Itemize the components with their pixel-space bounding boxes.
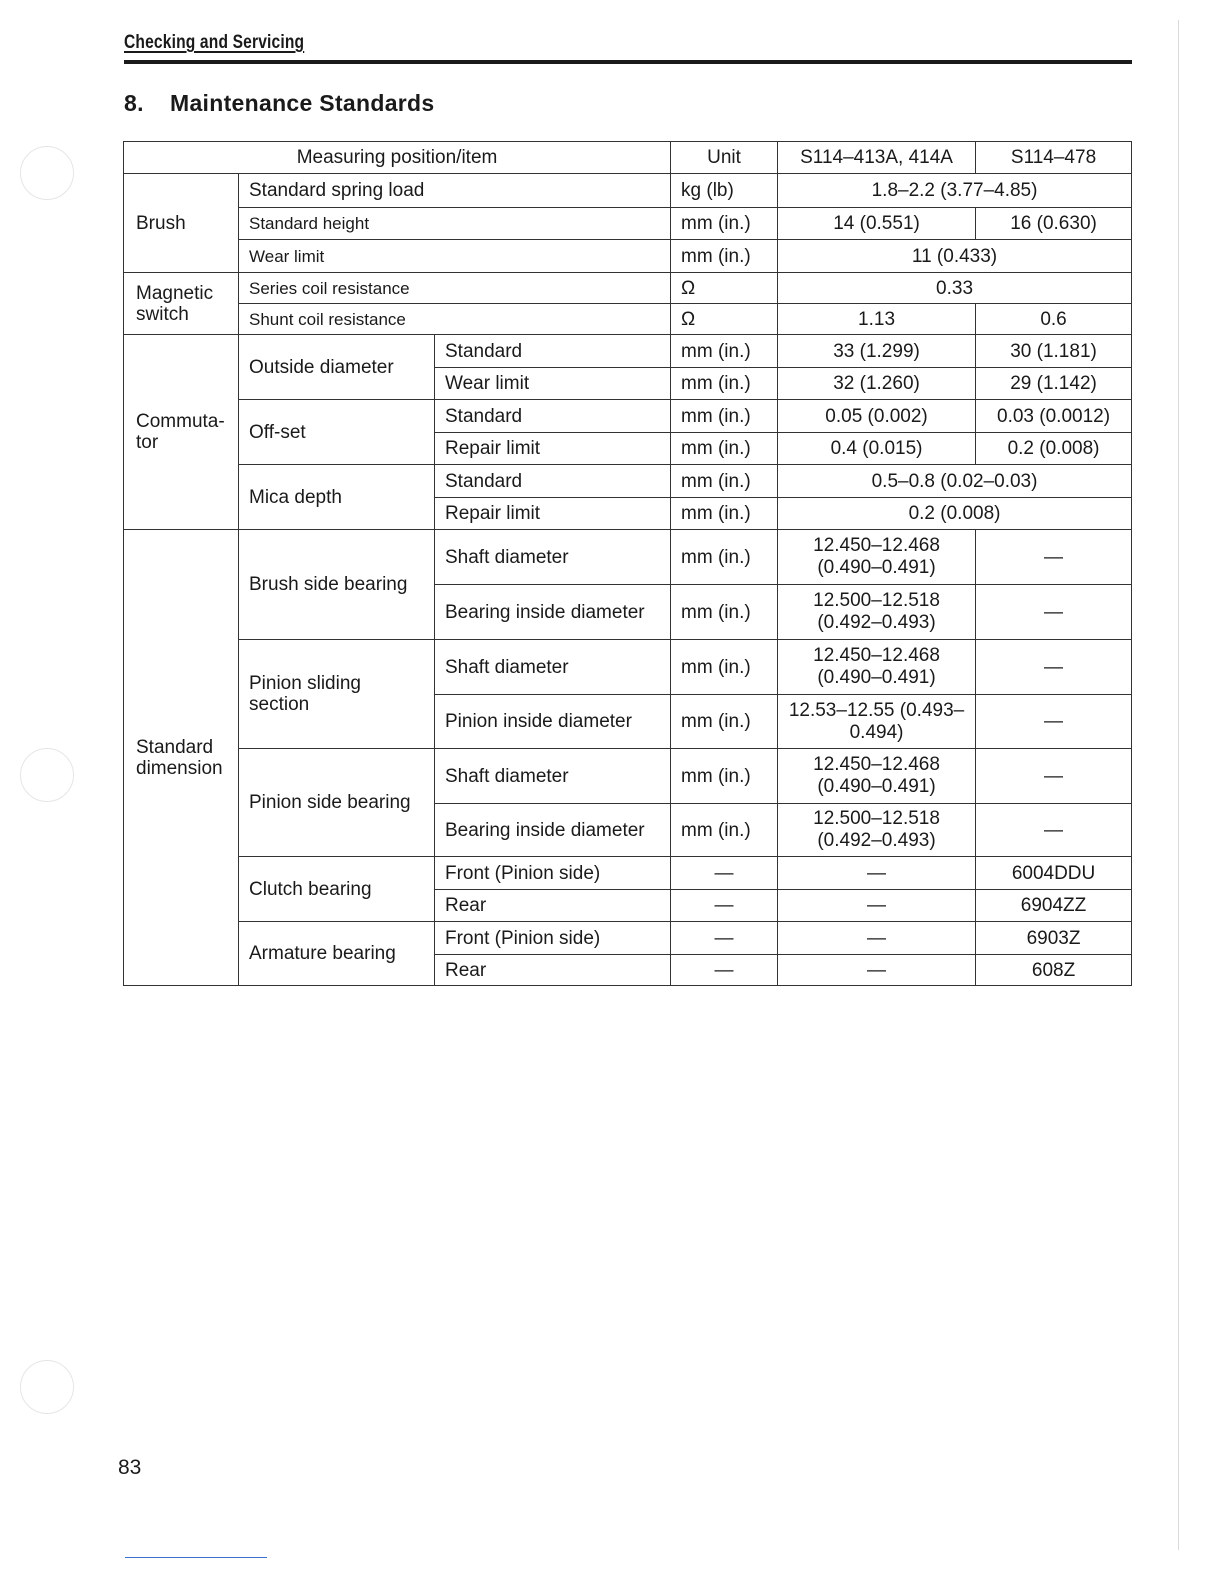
subgroup-pinion-side-bearing: Pinion side bearing [239, 749, 435, 857]
row-value-a: 12.500–12.518 (0.492–0.493) [778, 804, 976, 857]
col-header-model-b: S114–478 [976, 142, 1132, 174]
page-title [124, 90, 434, 117]
scan-edge [1178, 20, 1179, 1550]
row-value-b: 29 (1.142) [976, 368, 1132, 400]
table-row [124, 273, 1132, 304]
title-text: Maintenance Standards [170, 90, 435, 116]
subgroup-outside-diameter: Outside diameter [239, 335, 435, 400]
row-value-b: — [976, 585, 1132, 640]
row-value-b: — [976, 640, 1132, 695]
row-value-b: 0.03 (0.0012) [976, 400, 1132, 433]
row-unit: mm (in.) [671, 368, 778, 400]
row-item: Shaft diameter [435, 640, 671, 695]
row-item: Front (Pinion side) [435, 857, 671, 890]
row-value-b: 6904ZZ [976, 890, 1132, 922]
row-value-a: 0.05 (0.002) [778, 400, 976, 433]
row-value-b: 0.6 [976, 304, 1132, 335]
row-value: 1.8–2.2 (3.77–4.85) [778, 174, 1132, 208]
table-row [124, 208, 1132, 240]
row-value-b: — [976, 804, 1132, 857]
row-value-a: 32 (1.260) [778, 368, 976, 400]
row-unit: Ω [671, 304, 778, 335]
row-unit: mm (in.) [671, 498, 778, 530]
row-item: Rear [435, 955, 671, 986]
row-item: Shaft diameter [435, 749, 671, 804]
table-row [124, 304, 1132, 335]
row-value-a: 33 (1.299) [778, 335, 976, 368]
row-unit: mm (in.) [671, 465, 778, 498]
row-value-a: 12.450–12.468 (0.490–0.491) [778, 640, 976, 695]
col-header-unit: Unit [671, 142, 778, 174]
row-item: Standard [435, 465, 671, 498]
row-unit: — [671, 955, 778, 986]
row-item: Standard spring load [239, 174, 671, 208]
row-value: 0.5–0.8 (0.02–0.03) [778, 465, 1132, 498]
row-item: Pinion inside diameter [435, 695, 671, 749]
punch-hole [20, 1360, 74, 1414]
row-item: Repair limit [435, 498, 671, 530]
row-unit: mm (in.) [671, 749, 778, 804]
row-item: Repair limit [435, 433, 671, 465]
row-item: Shunt coil resistance [239, 304, 671, 335]
row-unit: mm (in.) [671, 804, 778, 857]
row-value-a: 12.450–12.468 (0.490–0.491) [778, 530, 976, 585]
row-item: Shaft diameter [435, 530, 671, 585]
maintenance-standards-table [123, 141, 1132, 986]
row-unit: — [671, 922, 778, 955]
bottom-rule [125, 1557, 267, 1558]
row-value-b: — [976, 530, 1132, 585]
table-row [124, 335, 1132, 368]
col-header-item: Measuring position/item [124, 142, 671, 174]
group-commutator: Commuta- tor [124, 335, 239, 530]
table-row [124, 640, 1132, 695]
table-row [124, 922, 1132, 955]
row-item: Bearing inside diameter [435, 585, 671, 640]
table-row [124, 400, 1132, 433]
subgroup-brush-side-bearing: Brush side bearing [239, 530, 435, 640]
row-value-b: 16 (0.630) [976, 208, 1132, 240]
row-value: 0.33 [778, 273, 1132, 304]
row-value-a: 1.13 [778, 304, 976, 335]
row-unit: mm (in.) [671, 400, 778, 433]
row-item: Rear [435, 890, 671, 922]
row-value-a: 12.450–12.468 (0.490–0.491) [778, 749, 976, 804]
title-number: 8. [124, 90, 144, 116]
punch-hole [20, 748, 74, 802]
row-item: Standard [435, 335, 671, 368]
row-unit: — [671, 857, 778, 890]
row-unit: mm (in.) [671, 208, 778, 240]
row-value-b: 6004DDU [976, 857, 1132, 890]
row-value-b: 0.2 (0.008) [976, 433, 1132, 465]
row-value-a: — [778, 955, 976, 986]
row-value-a: 0.4 (0.015) [778, 433, 976, 465]
col-header-model-a: S114–413A, 414A [778, 142, 976, 174]
row-unit: mm (in.) [671, 695, 778, 749]
subgroup-off-set: Off-set [239, 400, 435, 465]
row-unit: mm (in.) [671, 433, 778, 465]
table-row [124, 240, 1132, 273]
row-value-a: 12.53–12.55 (0.493–0.494) [778, 695, 976, 749]
row-value: 0.2 (0.008) [778, 498, 1132, 530]
row-unit: Ω [671, 273, 778, 304]
subgroup-mica-depth: Mica depth [239, 465, 435, 530]
row-item: Front (Pinion side) [435, 922, 671, 955]
subgroup-clutch-bearing: Clutch bearing [239, 857, 435, 922]
row-value: 11 (0.433) [778, 240, 1132, 273]
row-value-b: 30 (1.181) [976, 335, 1132, 368]
row-item: Standard [435, 400, 671, 433]
row-value-a: 12.500–12.518 (0.492–0.493) [778, 585, 976, 640]
header-rule [124, 60, 1132, 64]
row-value-a: — [778, 890, 976, 922]
row-value-a: — [778, 857, 976, 890]
row-unit: mm (in.) [671, 335, 778, 368]
row-unit: mm (in.) [671, 240, 778, 273]
row-item: Standard height [239, 208, 671, 240]
row-unit: mm (in.) [671, 585, 778, 640]
table-header-row [124, 142, 1132, 174]
group-standard-dimension: Standard dimension [124, 530, 239, 986]
row-value-b: 6903Z [976, 922, 1132, 955]
group-magnetic-switch: Magnetic switch [124, 273, 239, 335]
table-row [124, 174, 1132, 208]
punch-hole [20, 146, 74, 200]
row-item: Wear limit [239, 240, 671, 273]
row-value-a: — [778, 922, 976, 955]
row-unit: — [671, 890, 778, 922]
row-value-b: — [976, 695, 1132, 749]
row-unit: mm (in.) [671, 640, 778, 695]
subgroup-pinion-sliding: Pinion sliding section [239, 640, 435, 749]
page-number: 83 [118, 1456, 142, 1479]
row-item: Wear limit [435, 368, 671, 400]
section-header: Checking and Servicing [124, 32, 305, 53]
row-unit: mm (in.) [671, 530, 778, 585]
row-item: Series coil resistance [239, 273, 671, 304]
row-value-b: — [976, 749, 1132, 804]
group-brush: Brush [124, 174, 239, 273]
table-row [124, 530, 1132, 585]
subgroup-armature-bearing: Armature bearing [239, 922, 435, 986]
table-row [124, 749, 1132, 804]
table-row [124, 465, 1132, 498]
row-value-a: 14 (0.551) [778, 208, 976, 240]
table-row [124, 857, 1132, 890]
row-value-b: 608Z [976, 955, 1132, 986]
row-item: Bearing inside diameter [435, 804, 671, 857]
row-unit: kg (lb) [671, 174, 778, 208]
